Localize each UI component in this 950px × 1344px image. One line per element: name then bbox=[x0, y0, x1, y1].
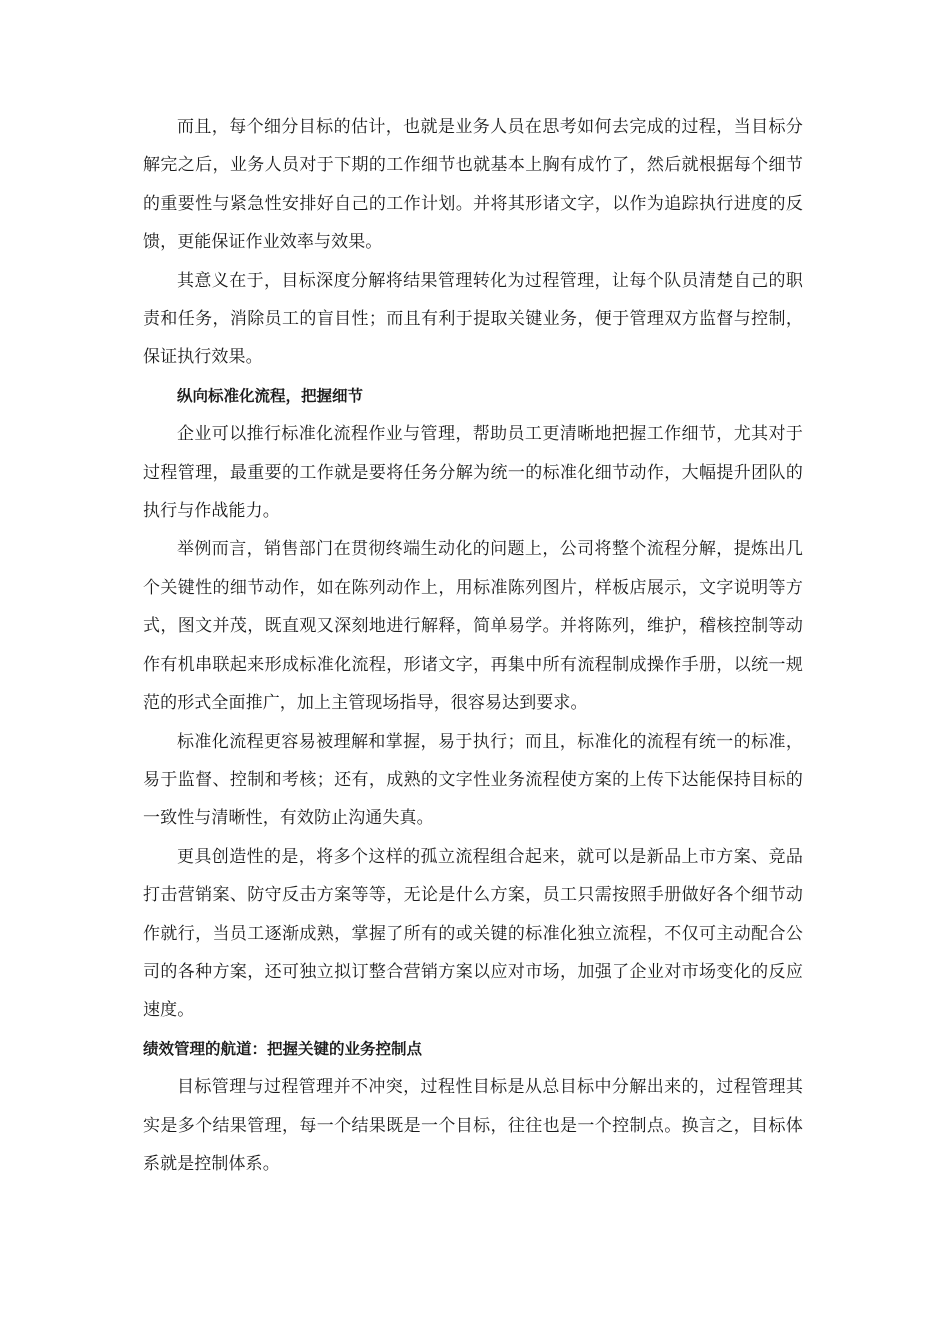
paragraph-control-system: 目标管理与过程管理并不冲突，过程性目标是从总目标中分解出来的，过程管理其实是多个结果管理，每一个结果既是一个目标，往往也是一个控制点。换言之，目标体系就是控制体系。 bbox=[143, 1077, 803, 1174]
paragraph-example: 举例而言，销售部门在贯彻终端生动化的问题上，公司将整个流程分解，提炼出几个关键性的细节动作，如在陈列动作上，用标准陈列图片，样板店展示，文字说明等方式，图文并茂，既直观又深刻地进行解释，简单易学。并将陈列，维护，稽核控制等动作有机串联起来形成标准化流程，形诸文字，再集中所有流程制成操作手册，以统一规范的形式全面推广，加上主管现场指导，很容易达到要求。 bbox=[143, 539, 803, 714]
paragraph-easier-to-understand: 标准化流程更容易被理解和掌握，易于执行；而且，标准化的流程有统一的标准，易于监督、控制和考核；还有，成熟的文字性业务流程使方案的上传下达能保持目标的一致性与清晰性，有效防止沟通失真。 bbox=[143, 731, 803, 829]
paragraph-target-estimation: 而且，每个细分目标的估计，也就是业务人员在思考如何去完成的过程，当目标分解完之后，业务人员对于下期的工作细节也就基本上胸有成竹了，然后就根据每个细节的重要性与紧急性安排好自己的工作计划。并将其形诸文字，以作为追踪执行进度的反馈，更能保证作业效率与效果。 bbox=[143, 117, 803, 253]
document-page bbox=[143, 108, 803, 1183]
paragraph-creative-combination: 更具创造性的是，将多个这样的孤立流程组合起来，就可以是新品上市方案、竞品打击营销案、防守反击方案等等，无论是什么方案，员工只需按照手册做好各个细节动作就行，当员工逐渐成熟，掌握了所有的或关键的标准化独立流程，不仅可主动配合公司的各种方案，还可独立拟订整合营销方案以应对市场，加强了企业对市场变化的反应速度。 bbox=[143, 846, 803, 1021]
section-heading-standardized-process: 纵向标准化流程，把握细节 bbox=[177, 386, 364, 405]
section-heading-performance-management: 绩效管理的航道：把握关键的业务控制点 bbox=[143, 1039, 423, 1058]
paragraph-significance: 其意义在于，目标深度分解将结果管理转化为过程管理，让每个队员清楚自己的职责和任务，消除员工的盲目性；而且有利于提取关键业务，便于管理双方监督与控制，保证执行效果。 bbox=[143, 270, 803, 368]
paragraph-standardized-process: 企业可以推行标准化流程作业与管理，帮助员工更清晰地把握工作细节，尤其对于过程管理，最重要的工作就是要将任务分解为统一的标准化细节动作，大幅提升团队的执行与作战能力。 bbox=[143, 424, 803, 522]
